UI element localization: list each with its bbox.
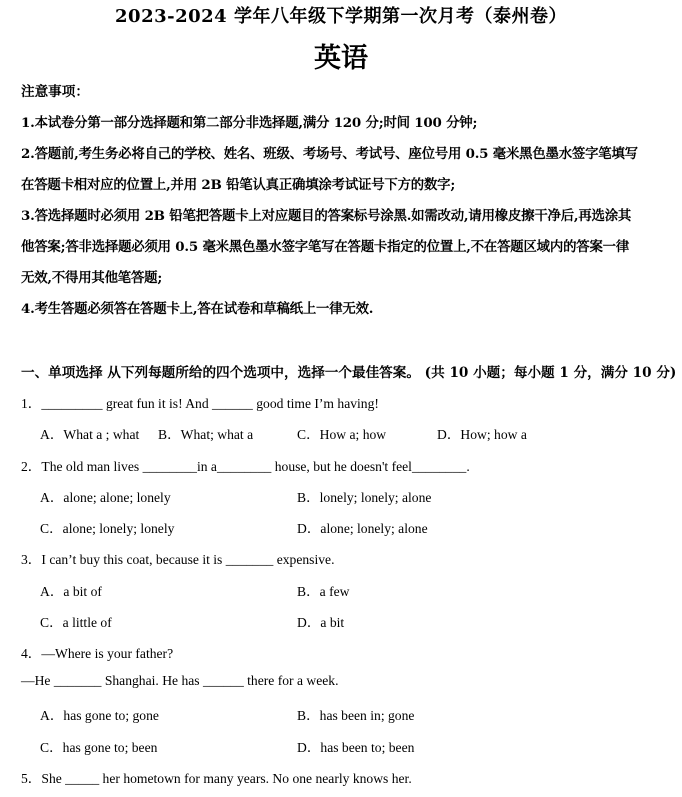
question-2-option-a: A．alone; alone; lonely (40, 490, 171, 505)
notice-line-2: 2.答题前,考生务必将自己的学校、姓名、班级、考场号、考试号、座位号用 0.5 毫米黑色墨水签字笔填写 (21, 146, 638, 162)
notice-line-4: 3.答选择题时必须用 2B 铅笔把答题卡上对应题目的答案标号涂黑.如需改动,请用橡皮擦干净后,再选涂其 (21, 208, 632, 224)
question-1-option-d: D．How; how a (437, 427, 527, 442)
notice-line-5: 他答案;答非选择题必须用 0.5 毫米黑色墨水签字笔写在答题卡指定的位置上,不在答题区域内的答案一律 (21, 239, 630, 255)
notice-line-3: 在答题卡相对应的位置上,并用 2B 铅笔认真正确填涂考试证号下方的数字; (21, 177, 456, 193)
question-2-option-b: B．lonely; lonely; alone (297, 490, 432, 505)
question-3-stem: 3．I can’t buy this coat, because it is _______ expensive. (21, 552, 335, 567)
question-2-option-d: D．alone; lonely; alone (297, 521, 428, 536)
question-1-option-c: C．How a; how (297, 427, 387, 442)
notice-line-7: 4.考生答题必须答在答题卡上,答在试卷和草稿纸上一律无效. (21, 301, 374, 317)
exam-title: 2023-2024 学年八年级下学期第一次月考（泰州卷） (115, 6, 567, 27)
question-2-option-c: C．alone; lonely; lonely (40, 521, 175, 536)
question-4-option-a: A．has gone to; gone (40, 708, 159, 723)
question-4-stem: 4．—Where is your father? (21, 646, 174, 661)
section-heading: 一、单项选择 从下列每题所给的四个选项中，选择一个最佳答案。 (共 10 小题；每小题 1 分，满分 10 分) (21, 365, 677, 381)
question-1-option-b: B．What; what a (158, 427, 254, 442)
notice-heading: 注意事项： (21, 84, 89, 100)
question-3-option-b: B．a few (297, 584, 350, 599)
question-2-stem: 2．The old man lives ________in a________ house, but he doesn't feel________. (21, 459, 470, 474)
question-4-option-c: C．has gone to; been (40, 740, 158, 755)
question-4-option-d: D．has been to; been (297, 740, 415, 755)
notice-line-1: 1.本试卷分第一部分选择题和第二部分非选择题,满分 120 分;时间 100 分钟; (21, 115, 478, 131)
question-1-option-a: A．What a ; what (40, 427, 140, 442)
question-3-option-d: D．a bit (297, 615, 345, 630)
subject-heading: 英语 (314, 43, 368, 74)
question-3-option-c: C．a little of (40, 615, 112, 630)
question-3-option-a: A．a bit of (40, 584, 102, 599)
notice-line-6: 无效,不得用其他笔答题; (21, 270, 163, 286)
question-4-option-b: B．has been in; gone (297, 708, 415, 723)
question-1-stem: 1．_________ great fun it is! And ______ good time I’m having! (21, 396, 379, 411)
question-4-stem-reply: —He _______ Shanghai. He has ______ there for a week. (21, 673, 339, 688)
question-5-stem: 5．She _____ her hometown for many years. No one nearly knows her. (21, 771, 412, 786)
